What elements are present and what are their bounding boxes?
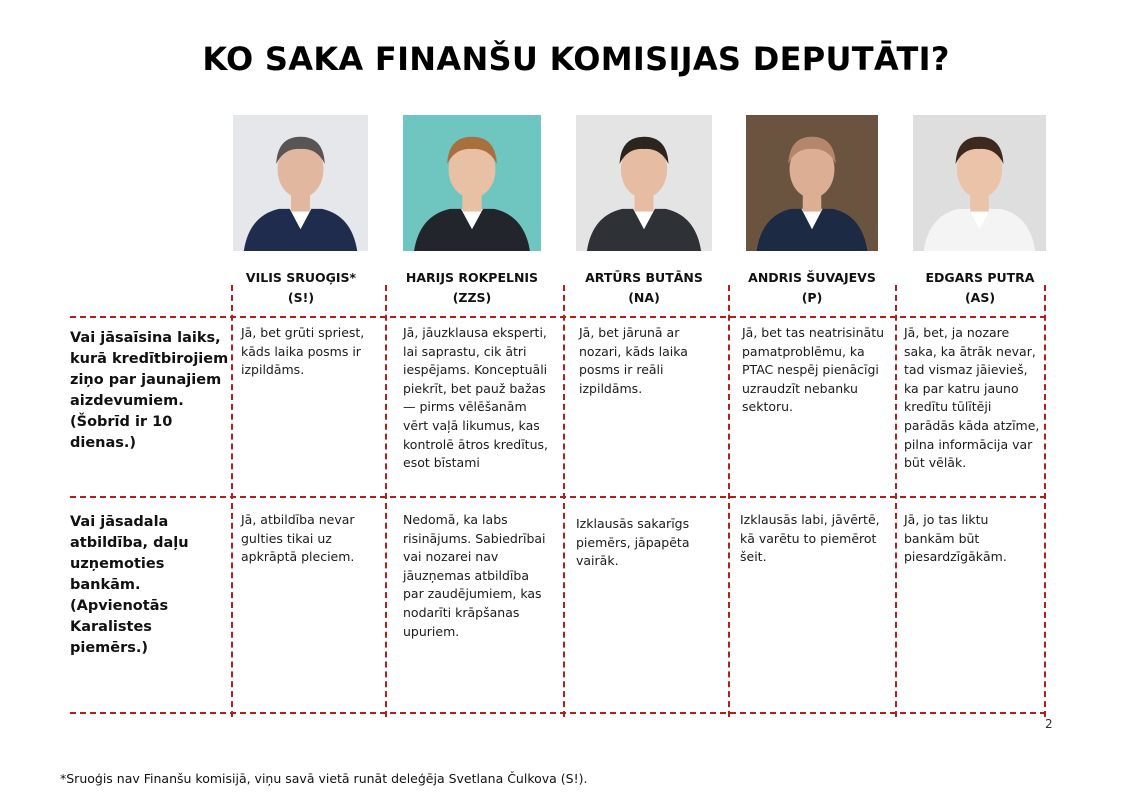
question-2: Vai jāsadala atbildība, daļu uzņemoties bankām. (Apvienotās Karalistes piemērs.): [70, 514, 189, 656]
deputy-party: (ZZS): [452, 290, 492, 305]
answer-q1-deputy-3: Jā, bet jārunā ar nozari, kāds laika posms ir reāli izpildāms.: [579, 325, 688, 396]
deputy-name: EDGARS PUTRA: [925, 270, 1035, 285]
deputy-name-4: [729, 268, 895, 308]
grid-row-divider: [70, 316, 1046, 318]
answer-q2-deputy-1: Jā, atbildība nevar gulties tikai uz apkrāptā pleciem.: [241, 512, 355, 565]
grid-column-divider: [563, 285, 565, 717]
grid-row-divider: [70, 712, 1046, 714]
page-title: KO SAKA FINANŠU KOMISIJAS DEPUTĀTI?: [202, 40, 950, 78]
deputy-name-1: [218, 268, 384, 308]
portrait-illustration: [576, 115, 712, 251]
photo-deputy-1: [233, 115, 368, 251]
page-number: 2: [1045, 717, 1053, 731]
photo-deputy-4: [746, 115, 878, 251]
deputy-party: (NA): [628, 290, 660, 305]
question-1: Vai jāsaīsina laiks, kurā kredītbirojiem ziņo par jaunajiem aizdevumiem. (Šobrīd ir 10 dienas.): [70, 330, 229, 451]
deputy-name: ARTŪRS BUTĀNS: [585, 270, 703, 285]
deputy-party: (AS): [964, 290, 996, 305]
grid-column-divider: [385, 285, 387, 717]
deputy-name-3: [561, 268, 727, 308]
grid-column-divider: [895, 285, 897, 717]
deputy-name: VILIS SRUOĢIS*: [245, 270, 357, 285]
answer-q1-deputy-1: Jā, bet grūti spriest, kāds laika posms ir izpildāms.: [241, 325, 365, 378]
deputy-party: (P): [801, 290, 823, 305]
portrait-illustration: [233, 115, 368, 251]
deputy-name-2: [389, 268, 555, 308]
photo-deputy-2: [403, 115, 541, 251]
portrait-illustration: [746, 115, 878, 251]
answer-q2-deputy-2: Nedomā, ka labs risinājums. Sabiedrībai vai nozarei nav jāuzņemas atbildība par zaudējumiem, kas nodarīti krāpšanas upuriem.: [403, 512, 546, 639]
answer-q2-deputy-3: Izklausās sakarīgs piemērs, jāpapēta vairāk.: [576, 516, 690, 569]
grid-column-divider: [1044, 285, 1046, 717]
deputy-name-5: [897, 268, 1063, 308]
answer-q1-deputy-2: Jā, jāuzklausa eksperti, lai saprastu, cik ātri iespējams. Konceptuāli piekrīt, bet pauž bažas — pirms vēlēšanām vērt vaļā likumus, kas kontrolē ātros kredītus, esot bīstami: [403, 325, 548, 471]
answer-q1-deputy-4: Jā, bet tas neatrisinātu pamatproblēmu, ka PTAC nespēj pienācīgi uzraudzīt nebanku sektoru.: [742, 325, 885, 415]
deputy-name: ANDRIS ŠUVAJEVS: [748, 270, 876, 285]
grid-row-divider: [70, 496, 1046, 498]
answer-q1-deputy-5: Jā, bet, ja nozare saka, ka ātrāk nevar, tad vismaz jāievieš, ka par katru jauno kredītu tūlītēji parādās kāda atzīme, pilna informācija var būt vēlāk.: [904, 325, 1040, 471]
deputy-name: HARIJS ROKPELNIS: [405, 270, 539, 285]
deputy-party: (S!): [287, 290, 315, 305]
photo-deputy-3: [576, 115, 712, 251]
photo-deputy-5: [913, 115, 1046, 251]
portrait-illustration: [403, 115, 541, 251]
grid-column-divider: [728, 285, 730, 717]
footnote: *Sruoģis nav Finanšu komisijā, viņu savā vietā runāt deleģēja Svetlana Čulkova (S!).: [60, 771, 588, 786]
grid-column-divider: [231, 285, 233, 717]
portrait-illustration: [913, 115, 1046, 251]
answer-q2-deputy-4: Izklausās labi, jāvērtē, kā varētu to piemērot šeit.: [740, 512, 880, 565]
answer-q2-deputy-5: Jā, jo tas liktu bankām būt piesardzīgākām.: [904, 512, 1007, 565]
